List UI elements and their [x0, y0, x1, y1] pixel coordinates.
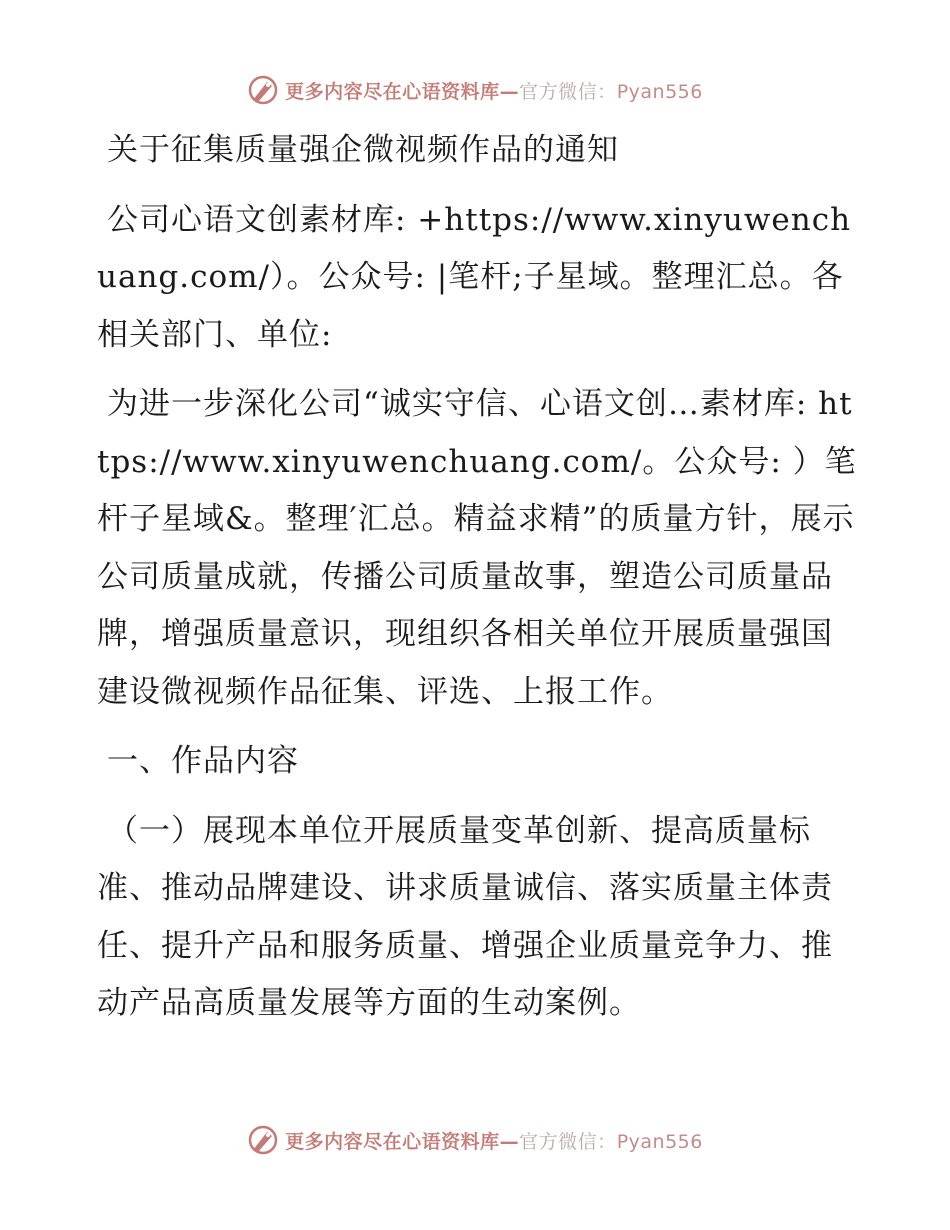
- document-body: [97, 122, 857, 1033]
- header-banner: [0, 72, 950, 108]
- intro-paragraph: 为进一步深化公司“诚实守信、心语文创…素材库: https://www.xinyuwenchuang.com/。公众号: ）笔杆子星域&。整理′汇总。精益求精”的质量方针，展示公司质量成就，传播公司质量故事，塑造公司质量品牌，增强质量意识，现组织各相关单位开展质量强国建设微视频作品征集、评选、上报工作。: [97, 386, 857, 710]
- banner-wechat-id: Pyan556: [616, 80, 703, 103]
- banner-text: [285, 1127, 703, 1154]
- banner-site-text: 更多内容尽在心语资料库—: [285, 1130, 520, 1153]
- section-item-paragraph: （一）展现本单位开展质量变革创新、提高质量标准、推动品牌建设、讲求质量诚信、落实质量主体责任、提升产品和服务质量、增强企业质量竞争力、推动产品高质量发展等方面的生动案例。: [97, 812, 833, 1021]
- banner-wechat-id: Pyan556: [616, 1130, 703, 1153]
- banner-site-text: 更多内容尽在心语资料库—: [285, 80, 520, 103]
- banner-wechat-label: 官方微信：: [519, 1130, 617, 1153]
- pen-nib-logo-icon: [247, 74, 279, 106]
- banner-wechat-label: 官方微信：: [519, 80, 617, 103]
- greeting-paragraph: 公司心语文创素材库: +https://www.xinyuwenchuang.com/）。公众号: |笔杆;子星域。整理汇总。各相关部门、单位:: [97, 201, 852, 353]
- footer-banner: [0, 1122, 950, 1158]
- pen-nib-logo-icon: [247, 1124, 279, 1156]
- document-title: 关于征集质量强企微视频作品的通知: [107, 132, 619, 168]
- banner-text: [285, 77, 703, 104]
- section-heading: 一、作品内容: [107, 743, 299, 779]
